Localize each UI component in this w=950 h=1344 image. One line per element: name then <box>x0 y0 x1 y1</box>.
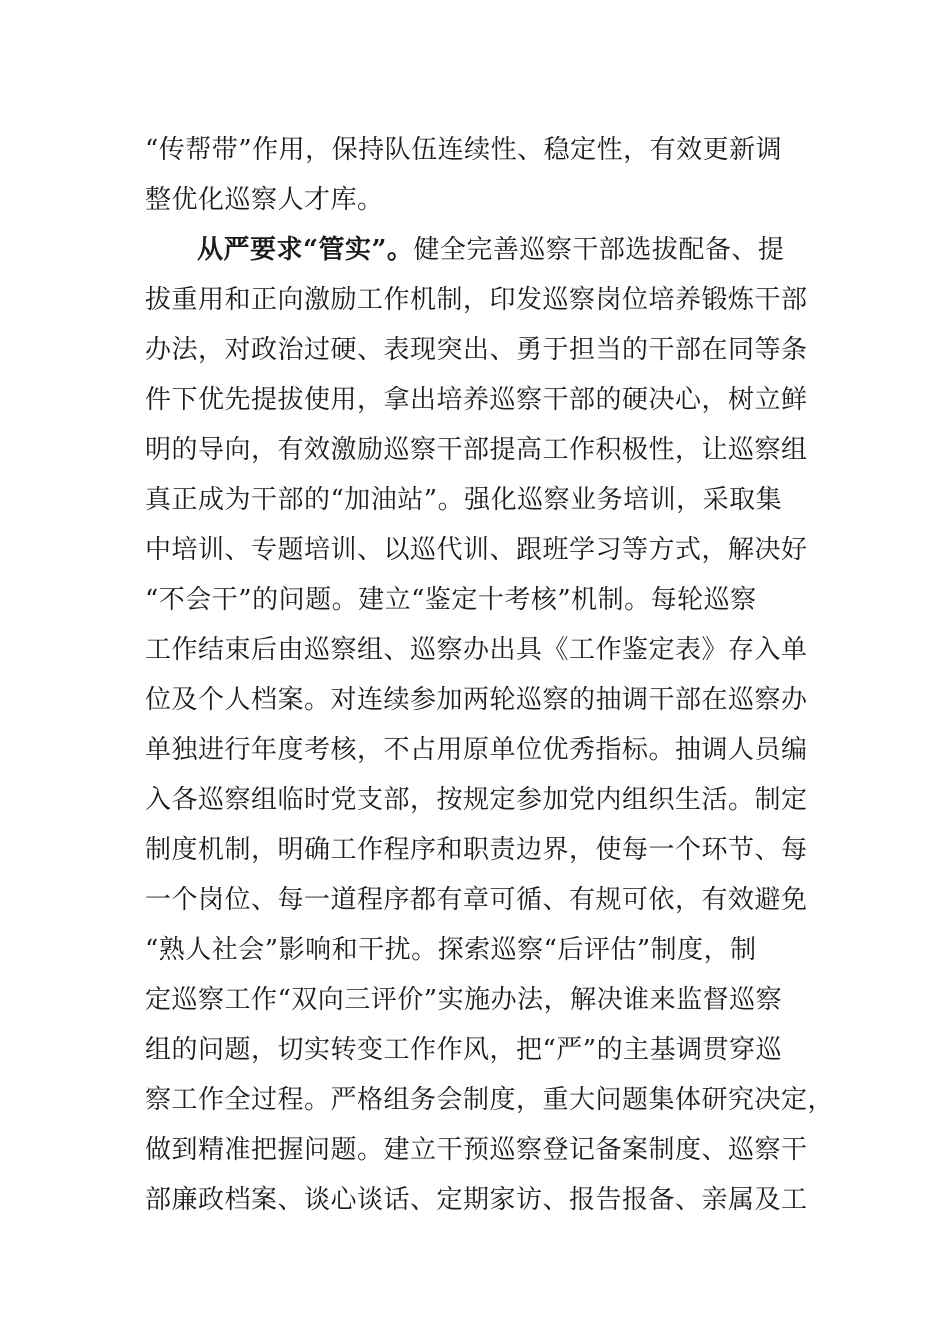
text-line: 定巡察工作“双向三评价”实施办法，解决谁来监督巡察 <box>145 985 783 1015</box>
text-line: 单独进行年度考核，不占用原单位优秀指标。抽调人员编 <box>145 735 808 765</box>
text-line: “熟人社会”影响和干扰。探索巡察“后评估”制度，制 <box>145 935 757 965</box>
text-line: 部廉政档案、谈心谈话、定期家访、报告报备、亲属及工 <box>145 1185 808 1215</box>
text-line: 组的问题，切实转变工作作风，把“严”的主基调贯穿巡 <box>145 1035 783 1065</box>
body-text <box>145 125 835 1225</box>
text-line: 制度机制，明确工作程序和职责边界，使每一个环节、每 <box>145 835 808 865</box>
text-line: 察工作全过程。严格组务会制度，重大问题集体研究决定， <box>145 1085 835 1115</box>
text-line: 整优化巡察人才库。 <box>145 185 384 215</box>
text-line: 件下优先提拔使用，拿出培养巡察干部的硬决心，树立鲜 <box>145 385 808 415</box>
text-line: 工作结束后由巡察组、巡察办出具《工作鉴定表》存入单 <box>145 635 808 665</box>
text-line: 位及个人档案。对连续参加两轮巡察的抽调干部在巡察办 <box>145 685 808 715</box>
text-line: 做到精准把握问题。建立干预巡察登记备案制度、巡察干 <box>145 1135 808 1165</box>
paragraph-first-line <box>145 225 810 275</box>
text-line: 入各巡察组临时党支部，按规定参加党内组织生活。制定 <box>145 785 808 815</box>
text-line: “传帮带”作用，保持队伍连续性、稳定性，有效更新调 <box>145 135 783 165</box>
text-line: 拔重用和正向激励工作机制，印发巡察岗位培养锻炼干部 <box>145 285 808 315</box>
text-line: 明的导向，有效激励巡察干部提高工作积极性，让巡察组 <box>145 435 808 465</box>
text-line: 一个岗位、每一道程序都有章可循、有规可依，有效避免 <box>145 885 808 915</box>
text-line: 办法，对政治过硬、表现突出、勇于担当的干部在同等条 <box>145 335 808 365</box>
text-line: “不会干”的问题。建立“鉴定十考核”机制。每轮巡察 <box>145 585 757 615</box>
paragraph-heading: 从严要求“管实”。 <box>197 235 414 265</box>
text-line-rest: 健全完善巡察干部选拔配备、提 <box>413 235 785 265</box>
text-line: 真正成为干部的“加油站”。强化巡察业务培训，采取集 <box>145 485 783 515</box>
text-line: 中培训、专题培训、以巡代训、跟班学习等方式，解决好 <box>145 535 808 565</box>
